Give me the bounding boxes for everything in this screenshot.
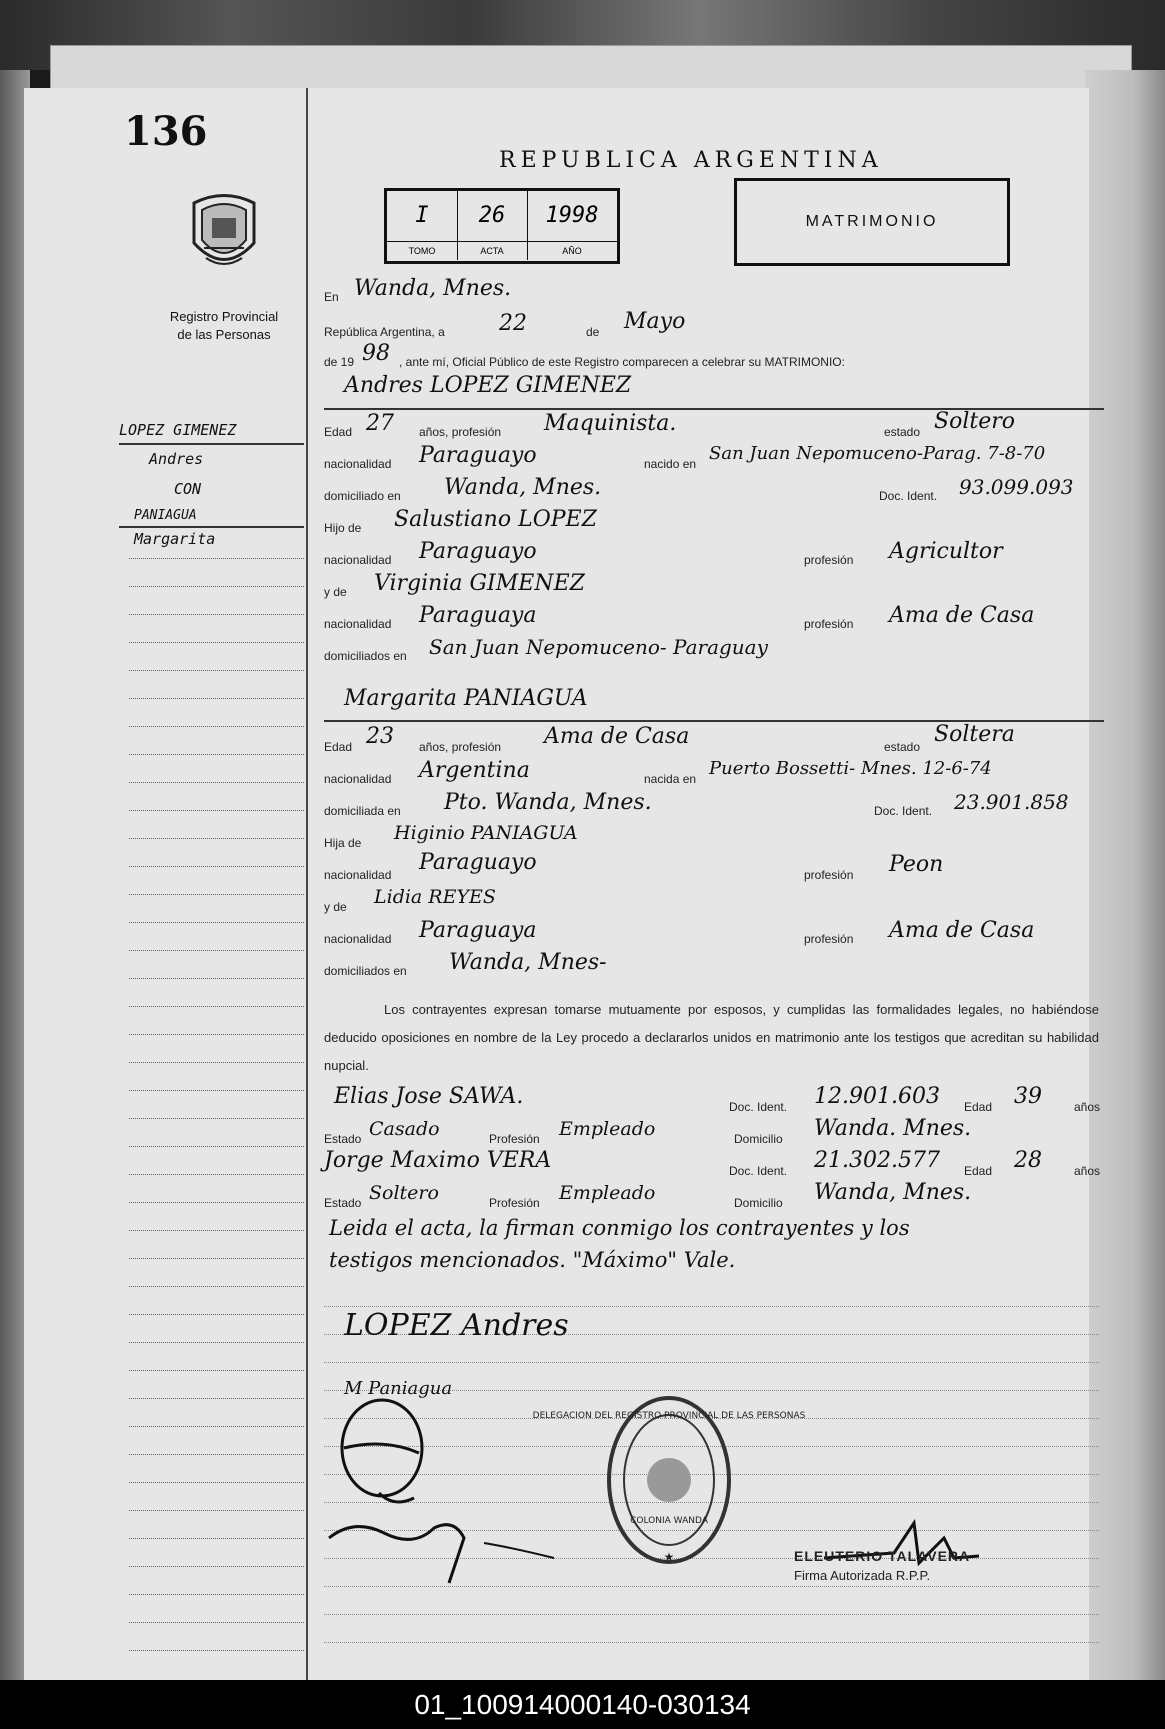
groom-parents-domicile-row — [324, 637, 1109, 665]
label-profesion: profesión — [804, 868, 854, 882]
margin-rule-line — [129, 950, 304, 951]
official-stamp — [532, 1393, 806, 1568]
margin-groom-surname: LOPEZ GIMENEZ — [119, 421, 237, 439]
official-title: Firma Autorizada R.P.P. — [794, 1568, 931, 1583]
groom-nationality-row — [324, 445, 1109, 473]
closing-line-2: testigos mencionados. "Máximo" Vale. — [329, 1248, 736, 1272]
witness-2-doc: 21.302.577 — [814, 1148, 940, 1173]
witness-2-details-row — [324, 1180, 1109, 1212]
bride-parents-domicile-row — [324, 952, 1109, 980]
margin-rule-line — [129, 1118, 304, 1119]
margin-rule-line — [129, 1146, 304, 1147]
label-edad: Edad — [324, 740, 353, 754]
bride-mother-nat-row — [324, 920, 1109, 948]
groom-age: 27 — [366, 411, 394, 436]
label-witness-edad: Edad — [964, 1100, 993, 1114]
bride-name-row — [324, 688, 1109, 716]
groom-father-row — [324, 509, 1109, 537]
acta-value: 26 — [457, 191, 528, 241]
label-y-de: y de — [324, 585, 347, 599]
groom-mother-row — [324, 573, 1109, 601]
label-domiciliados-en: domiciliados en — [324, 649, 407, 663]
label-nacionalidad: nacionalidad — [324, 617, 392, 631]
margin-rule-line — [129, 1314, 304, 1315]
bride-signature: M Paniagua — [344, 1378, 453, 1399]
label-nacionalidad: nacionalidad — [324, 932, 392, 946]
groom-mother-profession: Ama de Casa — [889, 603, 1035, 628]
groom-domicile-row — [324, 477, 1109, 505]
witness-1-domicile: Wanda. Mnes. — [814, 1116, 972, 1141]
groom-mother-nat-row — [324, 605, 1109, 633]
margin-rule-line — [129, 866, 304, 867]
label-witness-estado: Estado — [324, 1196, 362, 1210]
witness-1-status: Casado — [369, 1118, 440, 1140]
label-de19: de 19 — [324, 355, 355, 369]
label-witness-doc: Doc. Ident. — [729, 1164, 788, 1178]
register-page — [24, 88, 1101, 1680]
declaration-text: Los contrayentes expresan tomarse mutuamente por esposos, y cumplidas las formalidades legales, no habiéndose deducido oposiciones en nombre de la Ley procedo a declararlos unidos en matrimonio ante los testigos que acreditan su habilidad nupcial. — [324, 1002, 1099, 1073]
groom-father-nat-row — [324, 541, 1109, 569]
label-estado: estado — [884, 740, 921, 754]
witness-2-row — [324, 1148, 1109, 1180]
main-rule-line — [324, 1614, 1099, 1615]
bride-profession: Ama de Casa — [544, 724, 690, 749]
act-type-box: MATRIMONIO — [734, 178, 1010, 266]
label-doc-ident: Doc. Ident. — [879, 489, 938, 503]
margin-rule-line — [129, 838, 304, 839]
margin-divider — [119, 443, 304, 445]
margin-bride-surname: PANIAGUA — [134, 508, 197, 523]
label-profesion: profesión — [804, 553, 854, 567]
label-hija-de: Hija de — [324, 836, 362, 850]
groom-parents-domicile: San Juan Nepomuceno- Paraguay — [429, 635, 768, 659]
label-nacida-en: nacida en — [644, 772, 697, 786]
provincial-crest-icon — [184, 188, 264, 278]
margin-rule-line — [129, 1258, 304, 1259]
groom-father-nationality: Paraguayo — [419, 539, 537, 564]
month-value: Mayo — [624, 309, 686, 334]
groom-father-profession: Agricultor — [889, 539, 1003, 564]
margin-rule-line — [129, 1594, 304, 1595]
margin-rule-line — [129, 1538, 304, 1539]
groom-name: Andres LOPEZ GIMENEZ — [344, 373, 632, 398]
margin-groom-name: Andres — [149, 450, 204, 468]
label-y-de: y de — [324, 900, 347, 914]
tomo-label: TOMO — [387, 241, 458, 260]
margin-rule-line — [129, 1062, 304, 1063]
bride-father-nat-row — [324, 850, 1109, 884]
stamp-star-icon: ★ — [663, 1550, 675, 1564]
groom-domicile: Wanda, Mnes. — [444, 475, 602, 500]
margin-rule-line — [129, 1650, 304, 1651]
margin-rule-line — [129, 1566, 304, 1567]
groom-birthplace: San Juan Nepomuceno-Parag. 7-8-70 — [709, 443, 1046, 464]
comparecen-row — [324, 343, 1109, 371]
bride-parents-domicile: Wanda, Mnes- — [449, 950, 607, 975]
main-rule-line — [324, 1306, 1099, 1307]
label-estado: estado — [884, 425, 921, 439]
margin-rule-line — [129, 1034, 304, 1035]
closing-line-1: Leida el acta, la firman conmigo los contrayentes y los — [329, 1216, 910, 1240]
record-number-box — [384, 188, 620, 264]
groom-nationality: Paraguayo — [419, 443, 537, 468]
margin-rule-line — [129, 1090, 304, 1091]
margin-rule-line — [129, 978, 304, 979]
bride-mother-profession: Ama de Casa — [889, 918, 1035, 943]
witness-2-age: 28 — [1014, 1148, 1042, 1173]
witness-2-status: Soltero — [369, 1182, 439, 1204]
document-title: REPUBLICA ARGENTINA — [499, 148, 883, 173]
margin-rule-line — [129, 1286, 304, 1287]
label-doc-ident: Doc. Ident. — [874, 804, 933, 818]
margin-rule-line — [129, 810, 304, 811]
registry-line-1: Registro Provincial — [169, 309, 279, 324]
stamp-center-text: COLONIA WANDA — [630, 1516, 708, 1526]
label-profesion: profesión — [804, 617, 854, 631]
margin-rule-line — [129, 698, 304, 699]
label-nacionalidad: nacionalidad — [324, 868, 392, 882]
file-id-bar: 01_100914000140-030134 — [0, 1680, 1165, 1729]
witness-2-profession: Empleado — [559, 1182, 656, 1204]
groom-status: Soltero — [934, 409, 1015, 434]
groom-doc: 93.099.093 — [959, 475, 1074, 499]
margin-rule-line — [129, 670, 304, 671]
margin-con: CON — [174, 480, 202, 498]
margin-rule-line — [129, 1342, 304, 1343]
place-row — [324, 278, 1109, 306]
witness-1-name: Elias Jose SAWA. — [334, 1084, 524, 1109]
stamp-text: DELEGACION DEL REGISTRO PROVINCIAL DE LAS PERSONAS — [532, 1411, 806, 1421]
bride-status: Soltera — [934, 722, 1015, 747]
date-row — [324, 309, 1109, 341]
margin-rule-line — [129, 1230, 304, 1231]
margin-rule-line — [129, 1510, 304, 1511]
margin-rule-line — [129, 558, 304, 559]
label-witness-profesion: Profesión — [489, 1132, 540, 1146]
year-value: 98 — [362, 341, 390, 366]
margin-rule-line — [129, 726, 304, 727]
margin-rule-line — [129, 1482, 304, 1483]
bride-domicile-row — [324, 792, 1109, 820]
margin-rule-line — [129, 1370, 304, 1371]
witness-1-details-row — [324, 1116, 1109, 1148]
margin-rule-line — [129, 642, 304, 643]
folio-number: 136 — [124, 108, 208, 155]
bride-domicile: Pto. Wanda, Mnes. — [444, 790, 652, 815]
witness-2-domicile: Wanda, Mnes. — [814, 1180, 972, 1205]
witness-1-age: 39 — [1014, 1084, 1042, 1109]
groom-profession: Maquinista. — [544, 411, 677, 436]
label-witness-doc: Doc. Ident. — [729, 1100, 788, 1114]
bride-father-profession: Peon — [889, 852, 944, 877]
label-anos-profesion: años, profesión — [419, 740, 502, 754]
margin-rule-line — [129, 1426, 304, 1427]
bride-father: Higinio PANIAGUA — [394, 822, 578, 844]
margin-bride-name: Margarita — [134, 530, 216, 548]
official-name: ELEUTERIO TALAVERA — [794, 1548, 971, 1564]
acta-label: ACTA — [457, 241, 528, 260]
label-profesion: profesión — [804, 932, 854, 946]
bride-doc: 23.901.858 — [954, 790, 1069, 814]
label-anos-profesion: años, profesión — [419, 425, 502, 439]
margin-rule-line — [129, 782, 304, 783]
label-witness-anos: años — [1074, 1100, 1101, 1114]
margin-rule-line — [129, 1454, 304, 1455]
label-nacionalidad: nacionalidad — [324, 772, 392, 786]
label-witness-anos: años — [1074, 1164, 1101, 1178]
bride-father-row — [324, 824, 1109, 852]
bride-mother-row — [324, 888, 1109, 916]
label-witness-edad: Edad — [964, 1164, 993, 1178]
tomo-value: I — [387, 191, 458, 241]
margin-rule-line — [129, 614, 304, 615]
bride-birthplace: Puerto Bossetti- Mnes. 12-6-74 — [709, 758, 992, 779]
label-witness-estado: Estado — [324, 1132, 362, 1146]
bride-mother: Lidia REYES — [374, 886, 496, 908]
margin-divider — [119, 526, 304, 528]
margin-rule-line — [129, 1622, 304, 1623]
witness-1-doc: 12.901.603 — [814, 1084, 940, 1109]
label-comparecen: , ante mí, Oficial Público de este Registro comparecen a celebrar su MATRIMONIO: — [399, 355, 845, 369]
label-witness-domicilio: Domicilio — [734, 1132, 783, 1146]
bride-name: Margarita PANIAGUA — [344, 686, 588, 711]
label-domiciliado-en: domiciliado en — [324, 489, 401, 503]
margin-rule-line — [129, 1006, 304, 1007]
witness-1-row — [324, 1084, 1109, 1116]
ano-value: 1998 — [545, 203, 599, 228]
label-en: En — [324, 290, 339, 304]
margin-rule-line — [129, 1398, 304, 1399]
margin-rule-line — [129, 586, 304, 587]
bride-nationality: Argentina — [419, 758, 530, 783]
groom-mother-nationality: Paraguaya — [419, 603, 537, 628]
day-value: 22 — [499, 311, 527, 336]
registry-line-2: de las Personas — [177, 327, 271, 342]
groom-mother: Virginia GIMENEZ — [374, 571, 585, 596]
witness-2-name: Jorge Maximo VERA — [324, 1148, 552, 1173]
label-domiciliados-en: domiciliados en — [324, 964, 407, 978]
margin-rule-line — [129, 922, 304, 923]
bride-age-row — [324, 722, 1109, 756]
groom-age-row — [324, 409, 1109, 441]
witness-1-profession: Empleado — [559, 1118, 656, 1140]
label-edad: Edad — [324, 425, 353, 439]
main-rule-line — [324, 1362, 1099, 1363]
ano-label: AÑO — [527, 241, 617, 260]
label-hijo-de: Hijo de — [324, 521, 362, 535]
groom-father: Salustiano LOPEZ — [394, 507, 597, 532]
bride-age: 23 — [366, 724, 394, 749]
label-nacido-en: nacido en — [644, 457, 697, 471]
registry-name — [134, 308, 314, 344]
margin-rule-line — [129, 894, 304, 895]
margin-rule-line — [129, 1202, 304, 1203]
label-de: de — [586, 325, 600, 339]
label-domiciliada-en: domiciliada en — [324, 804, 401, 818]
label-nacionalidad: nacionalidad — [324, 553, 392, 567]
groom-signature: LOPEZ Andres — [344, 1308, 569, 1343]
label-nacionalidad: nacionalidad — [324, 457, 392, 471]
margin-column — [24, 88, 308, 1680]
bride-nationality-row — [324, 760, 1109, 788]
main-rule-line — [324, 1642, 1099, 1643]
groom-name-row — [324, 375, 1109, 403]
bride-mother-nationality: Paraguaya — [419, 918, 537, 943]
witness-signatures-scribble — [324, 1398, 584, 1598]
margin-rule-line — [129, 754, 304, 755]
label-witness-domicilio: Domicilio — [734, 1196, 783, 1210]
place-value: Wanda, Mnes. — [354, 276, 512, 301]
margin-rule-line — [129, 1174, 304, 1175]
label-witness-profesion: Profesión — [489, 1196, 540, 1210]
bride-father-nationality: Paraguayo — [419, 850, 537, 875]
label-republica: República Argentina, a — [324, 325, 445, 339]
